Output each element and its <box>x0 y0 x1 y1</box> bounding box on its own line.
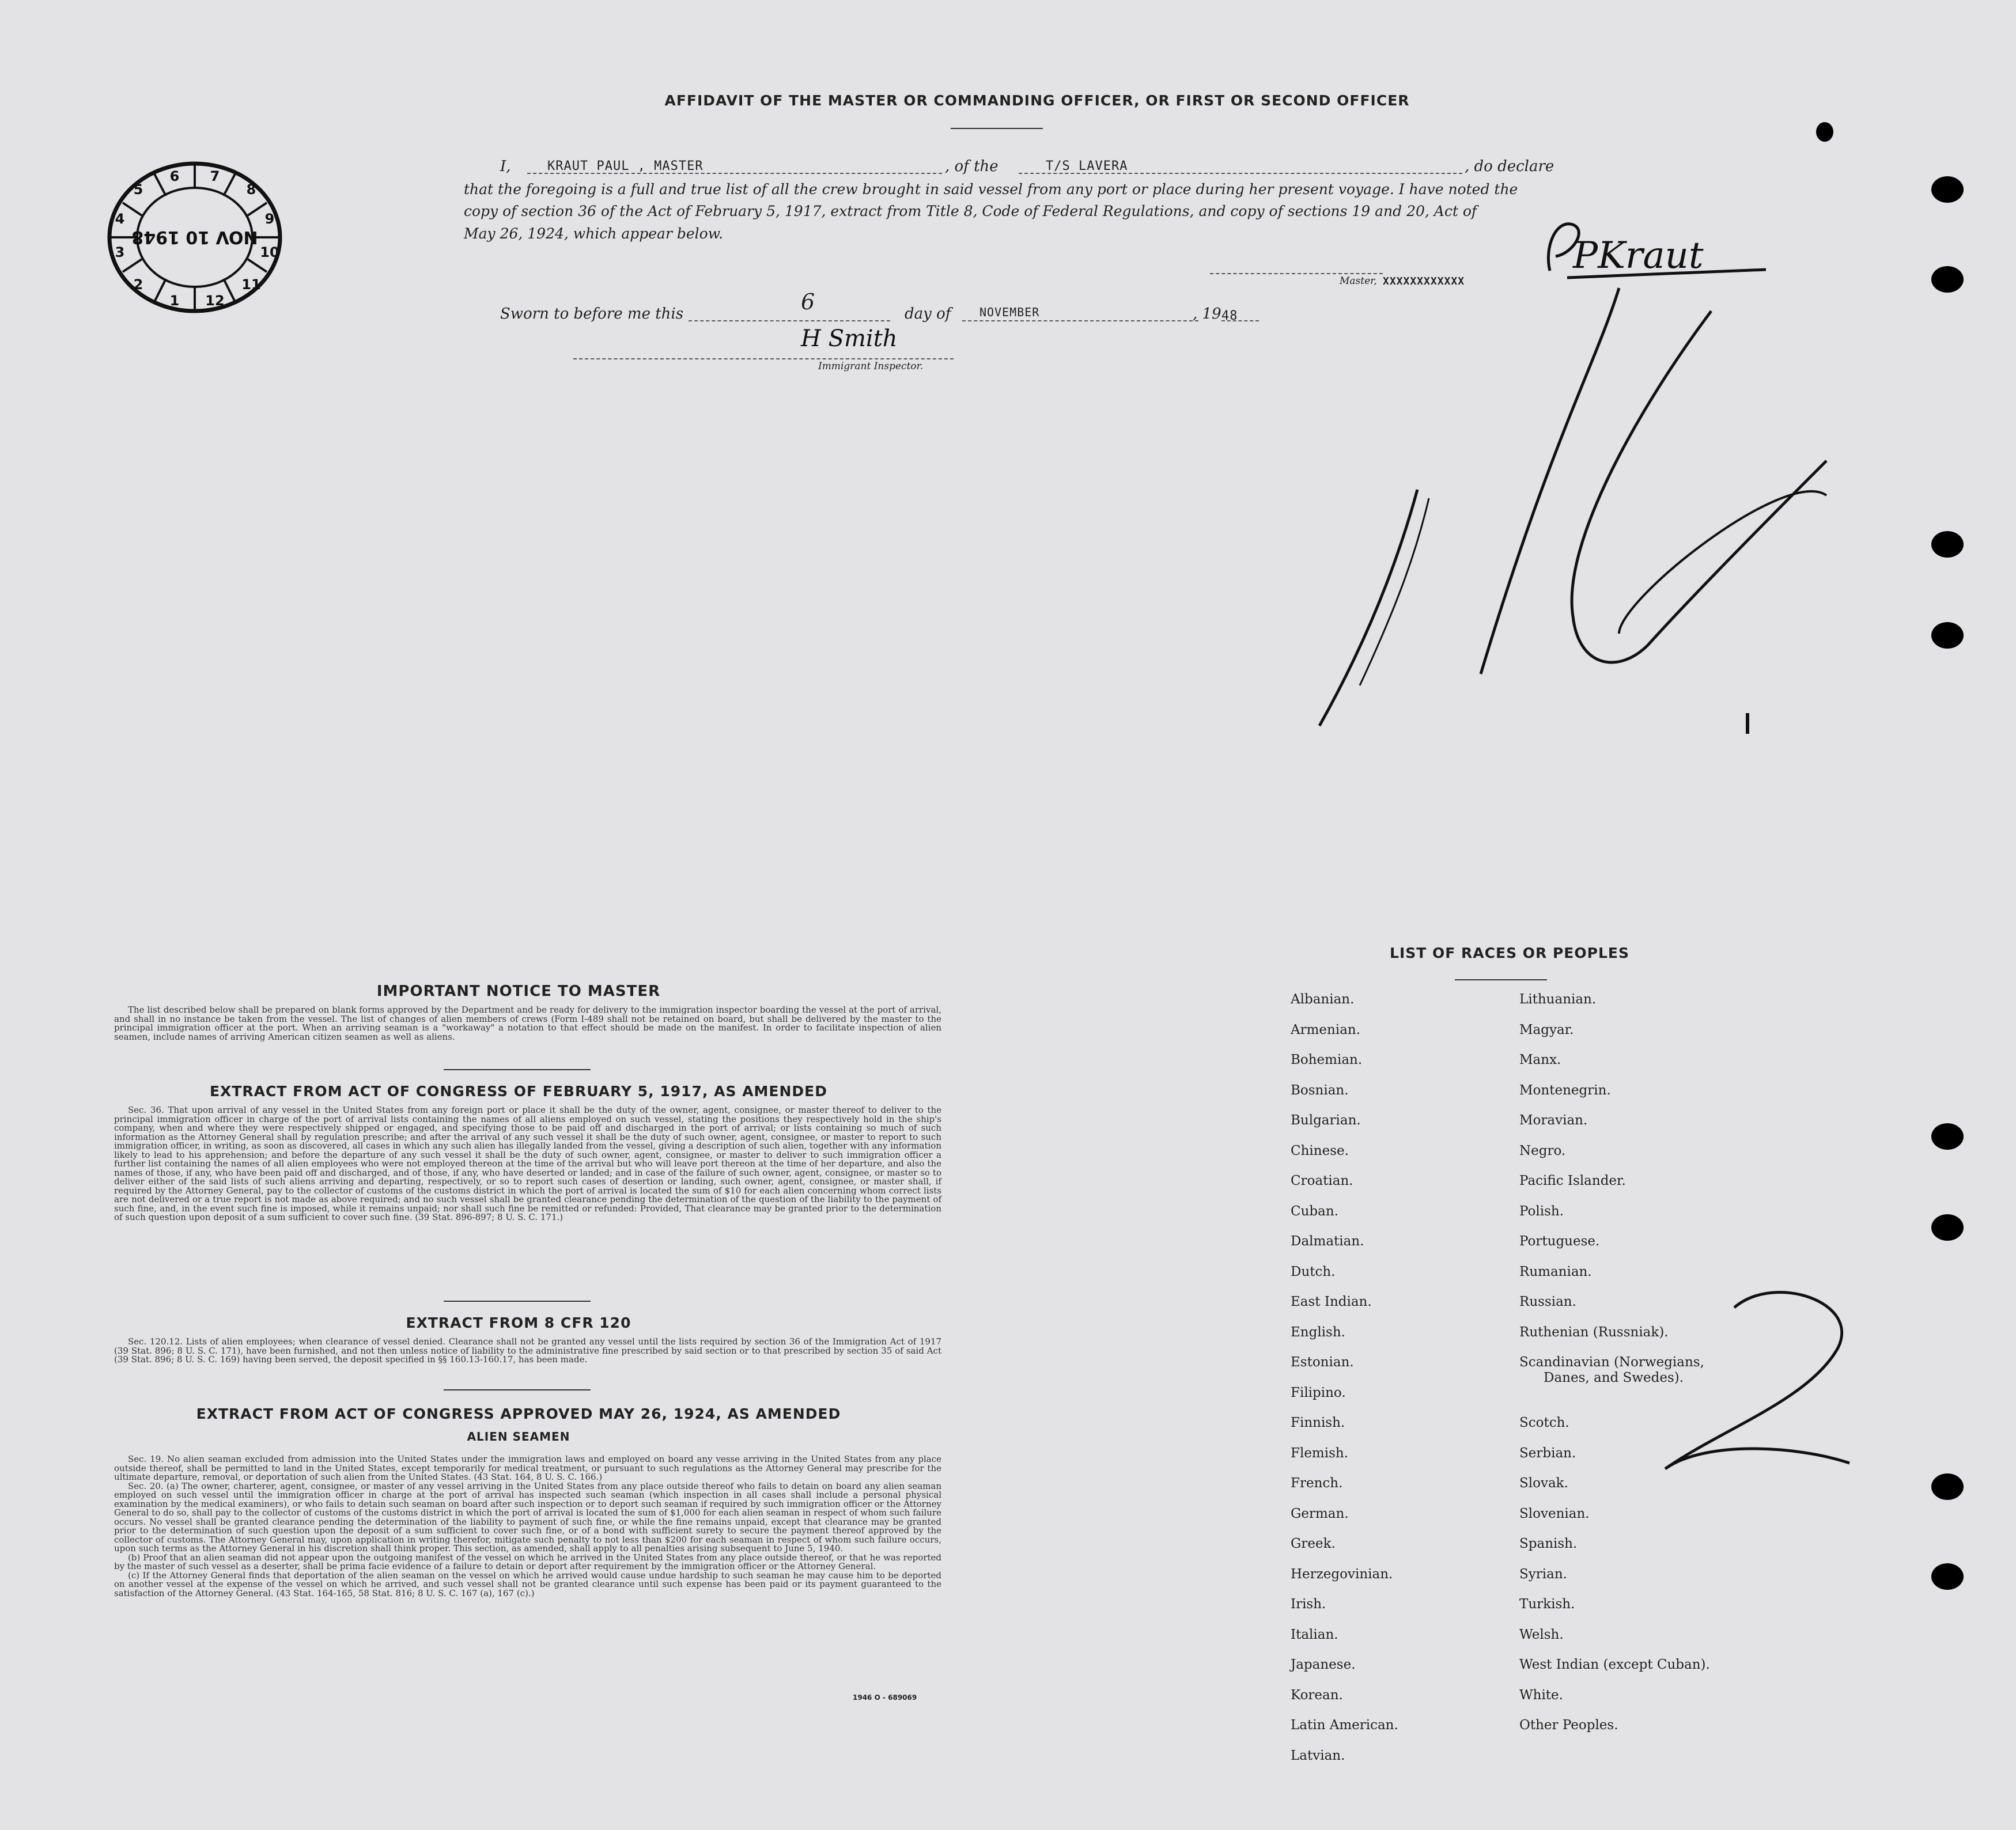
affidavit-line-4: May 26, 1924, which appear below. <box>464 225 724 242</box>
race-item: Korean. <box>1291 1687 1343 1703</box>
race-item: Pacific Islander. <box>1519 1173 1626 1188</box>
sworn-day-value: 6 <box>801 289 815 315</box>
race-item: English. <box>1291 1324 1345 1340</box>
race-item: Herzegovinian. <box>1291 1566 1393 1582</box>
notice-text: The list described below shall be prepared on blank forms approved by the Department and be ready for delivery to the immigration inspector boarding the vessel at the port of arrival, and shall in no instance be taken from the vessel. The list of changes of alien members of crews (Form I-489 shall not be retained on board, but shall be delivered by the master to the principal immigration officer at the port. When an arriving seaman is a "workaway" a notation to that effect should be made on the manifest. In order to facilitate inspection of alien seamen, include names of arriving American citizen seamen as well as aliens. <box>114 1005 941 1042</box>
extract-1924-body <box>114 1455 941 1598</box>
sworn-prefix: Sworn to before me this <box>500 305 684 323</box>
race-item: Magyar. <box>1519 1022 1574 1037</box>
race-item: Welsh. <box>1519 1627 1564 1642</box>
affidavit-line-2: that the foregoing is a full and true list of all the crew brought in said vessel from any port or place during her present voyage. I have noted the <box>464 181 1518 198</box>
stamp-ring-number: 1 <box>169 293 180 309</box>
text-i: I, <box>500 158 511 175</box>
stamp-seal-icon <box>97 151 293 324</box>
race-item: West Indian (except Cuban). <box>1519 1657 1710 1672</box>
race-item: Polish. <box>1519 1203 1564 1219</box>
punch-hole <box>1816 122 1833 142</box>
race-item: Dutch. <box>1291 1264 1336 1279</box>
handwritten-number <box>1296 276 1873 749</box>
stamp-ring-number: 4 <box>115 211 125 227</box>
extract-cfr-text: Sec. 120.12. Lists of alien employees; when clearance of vessel denied. Clearance shall not be granted any vessel until the lists required by section 36 of the Immigration Act of 1917 (39 Stat. 896; 8 U. S. C. 171), have been furnished, and not then unless notice of liability to the administrative fine prescribed by said section or to that prescribed by section 35 of said Act (39 Stat. 896; 8 U. S. C. 169) having been served, the deposit specified in §§ 160.13-160.17, has been made. <box>114 1336 941 1365</box>
handwritten-number-graphic <box>1296 276 1873 749</box>
punch-hole <box>1931 1563 1964 1590</box>
race-item: White. <box>1519 1687 1563 1703</box>
race-item: Slovak. <box>1519 1476 1568 1491</box>
race-item: Montenegrin. <box>1519 1082 1611 1098</box>
race-item: Irish. <box>1291 1597 1326 1612</box>
race-item: Flemish. <box>1291 1445 1349 1461</box>
race-item: German. <box>1291 1506 1349 1521</box>
affidavit-line-3: copy of section 36 of the Act of February 5, 1917, extract from Title 8, Code of Federal Regulations, and copy of sections 19 and 20, Act of <box>464 203 1477 219</box>
race-item: Scandinavian (Norwegians, <box>1519 1355 1704 1370</box>
master-strike-text: XXXXXXXXXXXX <box>1383 275 1465 287</box>
race-item: Cuban. <box>1291 1203 1338 1219</box>
cfr-rule <box>444 1301 591 1302</box>
race-item: Chinese. <box>1291 1143 1349 1158</box>
affidavit-title: AFFIDAVIT OF THE MASTER OR COMMANDING OFFICER, OR FIRST OR SECOND OFFICER <box>664 92 1410 109</box>
stamp-ring-number: 2 <box>133 276 143 293</box>
inspector-caption: Immigrant Inspector. <box>818 361 924 372</box>
sworn-day-line <box>689 320 890 321</box>
extract-1924-paragraph: Sec. 20. (a) The owner, charterer, agent, consignee, or master of any vessel arriving in the United States from any place outside thereof who fails to detain on board any alien seaman employed on such vessel until the immigration officer in charge at the port of arrival has inspected such seaman (which inspection in all cases shall include a personal physical examination by the medical examiners), or who fails to detain such seaman on board after such inspection or to deport such seaman if required by such immigration officer or the Attorney General to do so, shall pay to the collector of customs of the customs district in which the port of arrival is located the sum of $1,000 for each alien seaman in respect of whom such failure occurs. No vessel shall be granted clearance pending the determination of the liability to payment of such fine, or while the fine remains unpaid, except that clearance may be granted prior to the determination of such question upon the deposit of a sum sufficient to cover such fine, or of a bond with sufficient surety to secure the payment thereof approved by the collector of customs. The Attorney General may, upon application in writing therefor, mitigate such penalty to not less than $200 for each seaman in respect of whom such failure occurs, upon such terms as the Attorney General in his discretion shall think proper. This section, as amended, shall apply to all penalties arising subsequent to June 5, 1940. <box>114 1480 941 1554</box>
race-item: Latin American. <box>1291 1718 1398 1733</box>
race-item: Scotch. <box>1519 1415 1569 1430</box>
inspector-signature: H Smith <box>801 325 898 352</box>
stamp-ring-number: 9 <box>264 211 275 227</box>
title-rule <box>951 128 1043 129</box>
extract-1924-paragraph: Sec. 19. No alien seaman excluded from admission into the United States under the immigration laws and employed on board any vesse arriving in the United States from any place outside thereof, shall be permitted to land in the United States, except temporarily for medical treatment, or pursuant to such regulations as the Attorney General may prescribe for the ultimate departure, removal, or deportation of such alien from the United States. (43 Stat. 164, 8 U. S. C. 166.) <box>114 1454 941 1482</box>
races-title: LIST OF RACES OR PEOPLES <box>1390 945 1629 961</box>
stamp-ring-number: 11 <box>241 276 261 293</box>
race-item: Syrian. <box>1519 1566 1567 1582</box>
race-item: Croatian. <box>1291 1173 1353 1188</box>
race-item: Lithuanian. <box>1519 992 1597 1007</box>
stamp-ring-number: 8 <box>246 181 256 198</box>
sworn-year-value: 48 <box>1221 309 1238 323</box>
race-item: Bosnian. <box>1291 1082 1349 1098</box>
race-item: Serbian. <box>1519 1445 1576 1461</box>
punch-hole <box>1931 531 1964 558</box>
race-item: Latvian. <box>1291 1748 1345 1763</box>
extract-1917-text: Sec. 36. That upon arrival of any vessel in the United States from any foreign port or place it shall be the duty of the owner, agent, consignee, or master thereof to deliver to the principal immigration officer in charge of the port of arrival lists containing the names of all aliens employed on such vessel, stating the positions they respectively hold in the ship's company, when and where they were respectively shipped or engaged, and specifying those to be paid off and discharged in the port of arrival; or lists containing so much of such information as the Attorney General shall by regulation prescribe; and after the arrival of any such vessel it shall be the duty of such owner, agent, consignee, or master to report to such immigration officer, in writing, as soon as discovered, all cases in which any such alien has illegally landed from the vessel, giving a description of such alien, together with any information likely to lead to his apprehension; and before the departure of any such vessel it shall be the duty of such owner, agent, consignee, or master to deliver to such immigration officer a further list containing the names of all alien employees who were not employed thereon at the time of the arrival but who will leave port thereon at the time of her departure, and also the names of those, if any, who have been paid off and discharged, and of those, if any, who have deserted or landed; and in case of the failure of such owner, agent, consignee, or master so to deliver either of the said lists of such aliens arriving and departing, respectively, or so to report such cases of desertion or landing, such owner, agent, consignee, or master shall, if required by the Attorney General, pay to the collector of customs of the customs district in which the port of arrival is located the sum of $10 for each alien concerning whom correct lists are not delivered or a true report is not made as above required; and no such vessel shall be granted clearance pending the determination of the question of the liability to the payment of such fine, and, in the event such fine is imposed, while it remains unpaid; nor shall such fine be remitted or refunded: Provided, That clearance may be granted prior to the determination of such question upon deposit of a sum sufficient to cover such fine. (39 Stat. 896-897; 8 U. S. C. 171.) <box>114 1105 941 1222</box>
races-right-column <box>1519 992 1819 1748</box>
act1924-rule <box>444 1389 591 1391</box>
punch-hole <box>1931 266 1964 293</box>
race-item: Armenian. <box>1291 1022 1361 1037</box>
race-item: East Indian. <box>1291 1294 1372 1309</box>
vessel-name-field: T/S LAVERA <box>1046 159 1128 173</box>
master-signature-graphic <box>1533 207 1775 288</box>
race-item: Finnish. <box>1291 1415 1345 1430</box>
extract-cfr-title: EXTRACT FROM 8 CFR 120 <box>406 1314 631 1331</box>
stamp-ring-number: 6 <box>169 168 180 184</box>
race-item: Filipino. <box>1291 1385 1346 1400</box>
race-item: Negro. <box>1519 1143 1566 1158</box>
race-item: Dalmatian. <box>1291 1234 1364 1249</box>
text-do-declare: , do declare <box>1465 158 1554 175</box>
punch-hole <box>1931 1473 1964 1500</box>
sworn-day-of: day of <box>905 305 951 323</box>
race-item: Rumanian. <box>1519 1264 1592 1279</box>
race-item: Slovenian. <box>1519 1506 1590 1521</box>
print-code: 1946 O - 689069 <box>853 1693 917 1702</box>
sworn-year-line <box>1221 320 1259 321</box>
race-item: Manx. <box>1519 1052 1561 1067</box>
stamp-ring-number: 3 <box>115 244 125 260</box>
stamp-ring-number: 12 <box>205 293 225 309</box>
race-item: Bulgarian. <box>1291 1113 1361 1128</box>
text-of-the: , of the <box>945 158 998 175</box>
race-item-continued: Danes, and Swedes). <box>1544 1370 1684 1385</box>
sworn-year-prefix: , 19 <box>1193 305 1221 323</box>
race-item: French. <box>1291 1476 1343 1491</box>
notice-title: IMPORTANT NOTICE TO MASTER <box>376 983 661 1000</box>
punch-hole <box>1931 176 1964 203</box>
race-item: Bohemian. <box>1291 1052 1363 1067</box>
extract-1924-title: EXTRACT FROM ACT OF CONGRESS APPROVED MAY 26, 1924, AS AMENDED <box>196 1405 841 1422</box>
race-item: Greek. <box>1291 1536 1336 1551</box>
race-item: Albanian. <box>1291 992 1355 1007</box>
punch-hole <box>1931 1123 1964 1150</box>
race-item: Ruthenian (Russniak). <box>1519 1324 1669 1340</box>
extract-1924-subtitle: ALIEN SEAMEN <box>467 1430 570 1443</box>
stamp-ring-number: 5 <box>133 181 143 198</box>
sworn-month-value: NOVEMBER <box>979 305 1040 319</box>
extract-1917-title: EXTRACT FROM ACT OF CONGRESS OF FEBRUARY 5, 1917, AS AMENDED <box>209 1083 828 1100</box>
races-rule <box>1455 979 1547 980</box>
master-signature <box>1533 207 1775 288</box>
master-caption: Master, <box>1340 275 1377 287</box>
extract-1924-paragraph: (b) Proof that an alien seaman did not appear upon the outgoing manifest of the vessel on which he arrived in the United States from any place outside thereof, or that he was reported by the master of such vessel as a deserter, shall be prima facie evidence of a failure to detain or deport after requirement by the immigration officer or the Attorney General. <box>114 1552 941 1571</box>
master-signature-text: PKraut <box>1573 234 1704 277</box>
master-signature-line <box>1210 273 1383 274</box>
punch-hole <box>1931 1214 1964 1241</box>
stamp-date: NOV 10 1948 <box>131 227 258 247</box>
sworn-month-line <box>962 320 1198 321</box>
master-name-field: KRAUT PAUL , MASTER <box>547 159 703 173</box>
inspector-signature-line <box>573 358 954 359</box>
race-item: Moravian. <box>1519 1113 1588 1128</box>
race-item: Other Peoples. <box>1519 1718 1618 1733</box>
race-item: Russian. <box>1519 1294 1576 1309</box>
pen-mark <box>1746 713 1749 734</box>
extract-1924-paragraph: (c) If the Attorney General finds that deportation of the alien seaman on the vessel on which he arrived would cause undue hardship to such seaman he may cause him to be deported on another vessel at the expense of the vessel on which he arrived, and such vessel shall not be granted clearance until such expense has been paid or its payment guaranteed to the satisfaction of the Attorney General. (43 Stat. 164-165, 58 Stat. 816; 8 U. S. C. 167 (a), 167 (c).) <box>114 1570 941 1598</box>
race-item: Japanese. <box>1291 1657 1356 1672</box>
race-item: Spanish. <box>1519 1536 1578 1551</box>
date-stamp <box>97 151 293 324</box>
notice-rule <box>444 1069 591 1070</box>
punch-hole <box>1931 622 1964 649</box>
race-item: Italian. <box>1291 1627 1338 1642</box>
race-item: Portuguese. <box>1519 1234 1600 1249</box>
race-item: Turkish. <box>1519 1597 1575 1612</box>
stamp-ring-number: 7 <box>210 168 220 184</box>
race-item: Estonian. <box>1291 1355 1354 1370</box>
races-left-column <box>1291 992 1521 1778</box>
stamp-ring-number: 10 <box>260 244 279 260</box>
